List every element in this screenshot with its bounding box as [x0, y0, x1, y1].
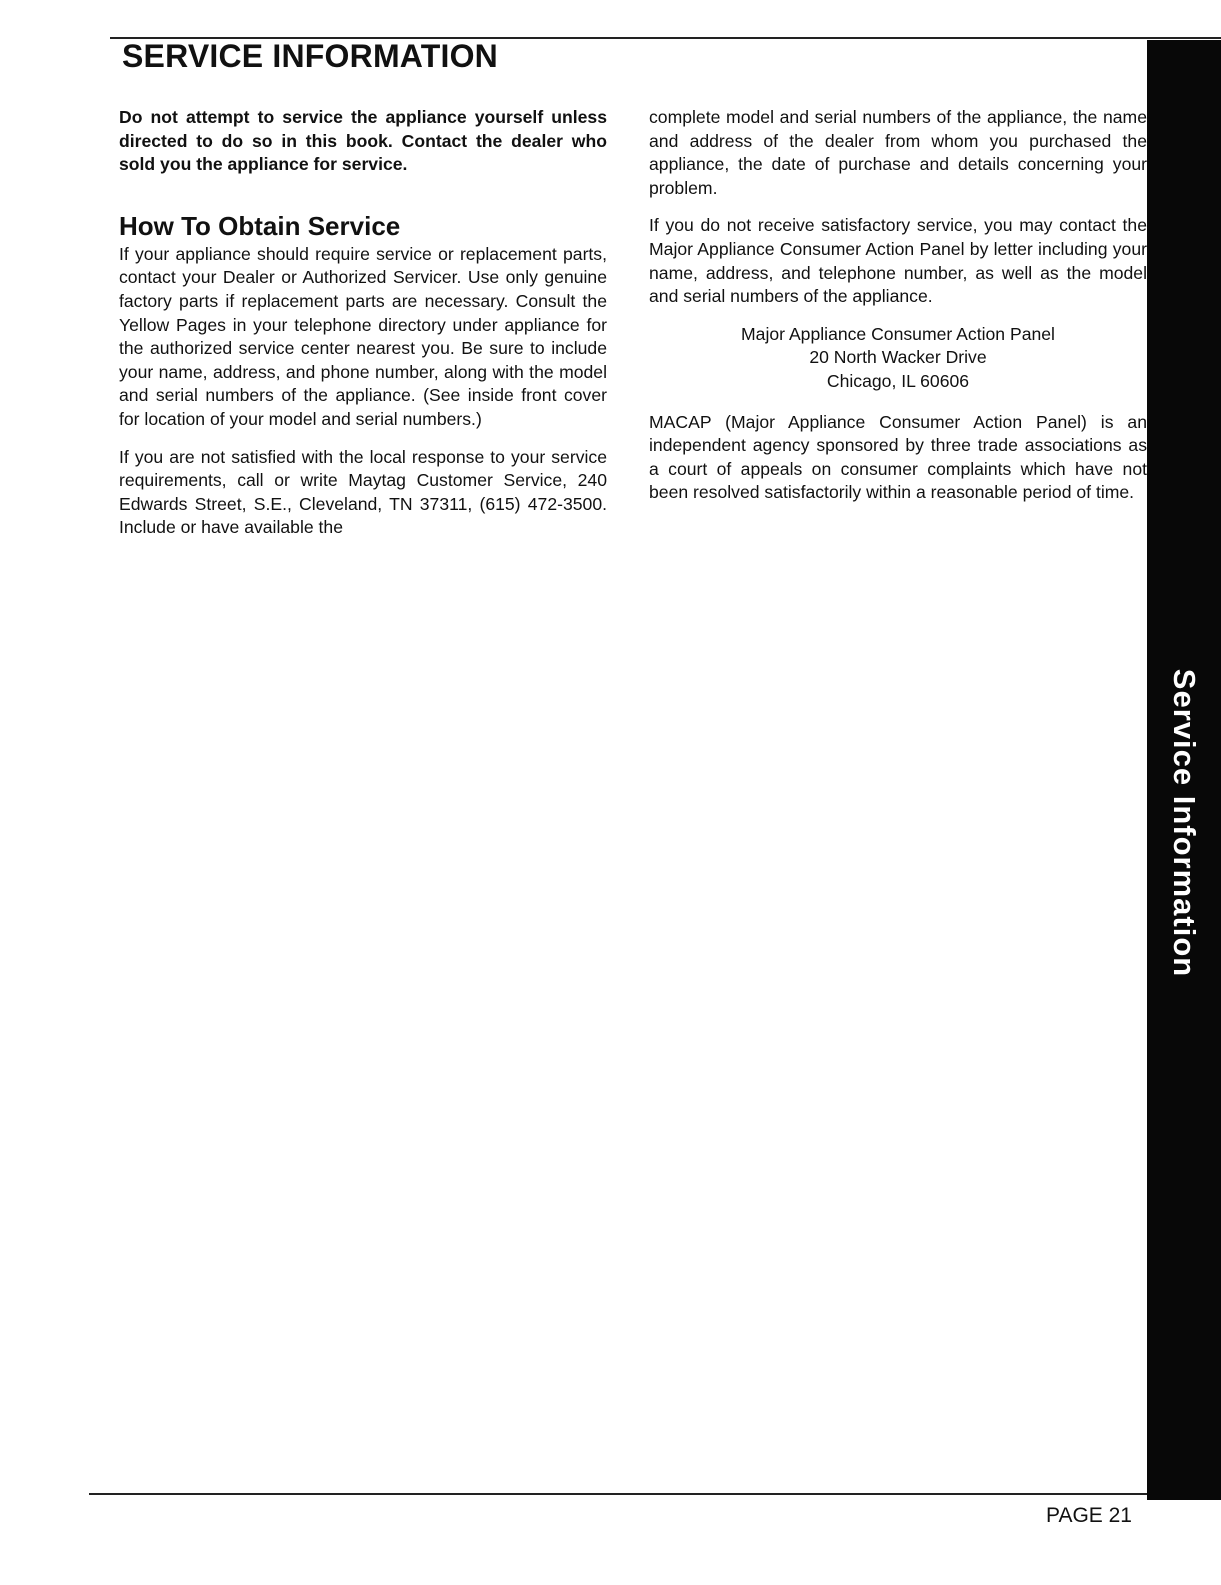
paragraph: If you do not receive satisfactory service, you may contact the Major Appliance Consumer Action Panel by letter including your name, address, and telephone number, as well as the model and serial numbers of the appliance. — [649, 215, 1147, 307]
left-column — [119, 106, 607, 554]
paragraph: If you are not satisfied with the local response to your service requirements, call or write Maytag Customer Service, 240 Edwards Street, S.E., Cleveland, TN 37311, (615) 472-3500. Include or have available the — [119, 446, 607, 538]
address-line: 20 North Wacker Drive — [809, 347, 987, 368]
paragraph: complete model and serial numbers of the appliance, the name and address of the dealer from whom you purchased the appliance, the date of purchase and details concerning your problem. — [649, 107, 1147, 198]
section-heading: How To Obtain Service — [119, 210, 401, 241]
bottom-rule — [89, 1493, 1147, 1495]
page-number: PAGE 21 — [1046, 1504, 1132, 1527]
page-title: SERVICE INFORMATION — [122, 38, 498, 74]
side-tab-label: Service Information — [1167, 668, 1202, 978]
paragraph: If your appliance should require service or replacement parts, contact your Dealer or Authorized Servicer. Use only genuine factory parts if replacement parts are necessary. Consult the Yellow Pages in your telephone directory under appliance for the authorized service center nearest you. Be sure to include your name, address, and phone number, along with the model and serial numbers of the appliance. (See inside front cover for location of your model and serial numbers.) — [119, 243, 607, 429]
service-warning: Do not attempt to service the appliance yourself unless directed to do so in this book. Contact the dealer who sold you the appliance for service. — [119, 107, 607, 175]
paragraph: MACAP (Major Appliance Consumer Action Panel) is an independent agency sponsored by three trade associations as a court of appeals on consumer complaints which have not been resolved satisfactorily within a reasonable period of time. — [649, 411, 1147, 503]
address-line: Major Appliance Consumer Action Panel — [741, 323, 1055, 344]
address-line: Chicago, IL 60606 — [826, 370, 970, 391]
side-tab — [1147, 40, 1221, 1500]
address-block — [649, 323, 1147, 394]
right-column — [649, 106, 1147, 519]
